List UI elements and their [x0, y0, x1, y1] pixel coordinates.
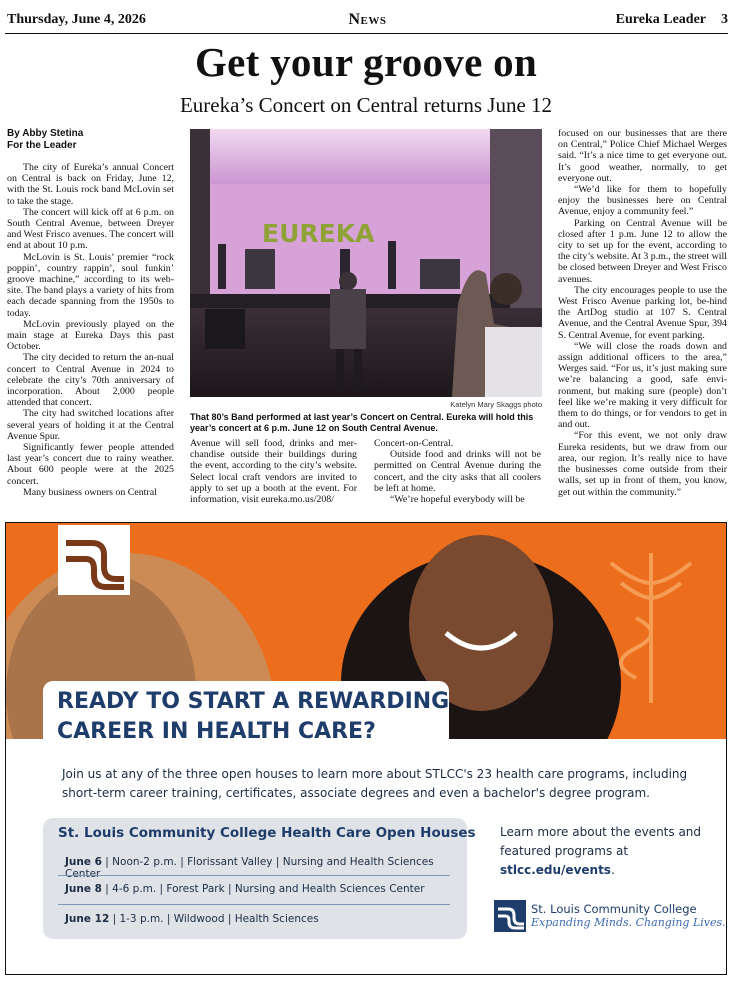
- page-number: 3: [721, 12, 728, 27]
- article-paragraph: McLovin previously played on the main stage at Eureka Days this past October.: [7, 318, 174, 353]
- article-paragraph: focused on our businesses that are there on Central,” Police Chief Michael Werges said. “It’s a nice time to get everyone out. It’s good weather, normally, to get everyone out.: [558, 128, 727, 184]
- article-deck: Eureka’s Concert on Central returns June 12: [179, 93, 553, 117]
- article-column-3: [374, 438, 541, 505]
- photo-credit: Katelyn Mary Skaggs photo: [450, 400, 542, 409]
- article-headline: Get your groove on: [194, 39, 538, 85]
- open-house-details: | 1-3 p.m. | Wildwood | Health Sciences: [109, 913, 319, 925]
- open-house-date: June 8: [65, 883, 102, 895]
- open-house-row: [65, 883, 450, 895]
- section-name: News: [348, 11, 387, 28]
- open-house-details: | Noon-2 p.m. | Florissant Valley | Nursing and Health Sciences Center: [65, 856, 434, 880]
- open-house-details: | 4-6 p.m. | Forest Park | Nursing and Health Sciences Center: [101, 883, 425, 895]
- article-paragraph: Many business owners on Central: [23, 486, 157, 498]
- open-house-row: [65, 856, 450, 880]
- article-column-2: [190, 438, 357, 505]
- paper-name: Eureka Leader: [615, 12, 706, 27]
- link-suffix: .: [610, 863, 615, 877]
- article-paragraph: The city encourages people to use the West Frisco Avenue parking lot, be-hind the ArtDog studio at 107 S. Central Avenue, and the Central Avenue Spur, 394 S. Central Avenue, for event parking.: [558, 284, 727, 341]
- concert-photo: [190, 129, 542, 397]
- article-column-4: [558, 128, 727, 498]
- stlcc-logo-name: St. Louis Community College: [531, 902, 697, 916]
- open-house-divider: [58, 904, 450, 905]
- article-column-1: [7, 162, 174, 498]
- issue-date: Thursday, June 4, 2026: [7, 12, 146, 27]
- article-paragraph: Concert-on-Central.: [374, 438, 454, 449]
- article-paragraph: The city of Eureka’s annual Concert on Central is back on Friday, June 12, with the St. Louis rock band McLovin set to take the stage.: [7, 162, 174, 207]
- learn-more-copy: Learn more about the events and featured programs at: [500, 825, 702, 858]
- article-paragraph: The concert will kick off at 6 p.m. on South Central Avenue, between Dreyer and West Frisco avenues. The concert will end at about 10 p.m.: [7, 206, 174, 252]
- byline-author: By Abby Stetina: [7, 128, 84, 139]
- open-house-date: June 6: [65, 856, 102, 868]
- stlcc-advertisement: [5, 522, 727, 975]
- article-paragraph: Parking on Central Avenue will be closed after 1 p.m. June 12 to allow the city to set up for the event, according to the city’s website. At 3 p.m., the street will be closed between Dreyer and West Frisco avenues.: [558, 217, 727, 285]
- article-paragraph: “We’d like for them to hopefully enjoy the businesses here on Central Avenue, enjoy a community feel.”: [558, 184, 727, 218]
- article-paragraph: Avenue will sell food, drinks and mer-chandise outside their buildings during the event, according to the city’s website. Select local craft vendors are invited to apply to set up a booth at the event. For information, visit eureka.mo.us/208/: [190, 438, 357, 506]
- byline-affiliation: For the Leader: [7, 140, 77, 151]
- open-house-date: June 12: [65, 913, 110, 925]
- concert-stage-image: [190, 129, 542, 397]
- events-link[interactable]: stlcc.edu/events: [500, 863, 611, 877]
- article-paragraph: Outside food and drinks will not be permitted on Central Avenue during the concert, and the city asks that all coolers be left at home.: [374, 449, 541, 494]
- stlcc-logo-tagline: Expanding Minds. Changing Lives.: [531, 916, 726, 929]
- photo-caption: That 80’s Band performed at last year’s Concert on Central. Eureka will hold this year’s concert at 6 p.m. June 12 on South Central Avenue.: [190, 412, 534, 433]
- page-folio: [7, 12, 728, 32]
- open-houses-title: St. Louis Community College Health Care Open Houses: [58, 825, 476, 841]
- article-paragraph: The city decided to return the an-nual concert to Central Avenue in 2024 to celebrate the city’s 70th anniversary of incorporation. About 2,000 people attended that concert.: [7, 352, 174, 409]
- article-paragraph: The city had switched locations after several years of holding it at the Central Avenue Spur.: [7, 408, 174, 442]
- header-rule: [5, 33, 728, 34]
- ad-headline: [57, 687, 457, 747]
- byline: [7, 128, 177, 152]
- article-paragraph: “We will close the roads down and assign additional officers to the area,” Werges said. “For us, it’s just making sure we’re balancing a good, safe envi-ronment, but making sure (people) don’t feel like we’re making it very difficult for them to do things, or for vendors to get in and out.: [558, 340, 727, 431]
- stage-sign-text: EUREKA: [262, 219, 375, 248]
- ad-body-text: Join us at any of the three open houses to learn more about STLCC's 23 health care programs, including short-term career training, certificates, associate degrees and even a bachelor's degree program.: [62, 767, 688, 800]
- article-paragraph: Significantly fewer people attended last year’s concert due to rainy weather. About 600 people were at the 2025 concert.: [7, 442, 174, 487]
- learn-more-text: [500, 823, 710, 880]
- ad-headline-line-1: READY TO START A REWARDING: [57, 689, 450, 714]
- open-house-row: [65, 913, 450, 925]
- article-paragraph: McLovin is St. Louis’ premier “rock poppin’, country rappin’, soul funkin’ groove machine,” according to its web-site. The band plays a variety of hits from each decade spanning from the 1950s to today.: [7, 251, 174, 319]
- article-paragraph: “We’re hopeful everybody will be: [390, 494, 525, 506]
- ad-headline-line-2: CAREER IN HEALTH CARE?: [57, 719, 376, 744]
- stlcc-logo-icon: [494, 900, 526, 932]
- open-house-divider: [58, 875, 450, 876]
- article-paragraph: “For this event, we not only draw Eureka residents, but we draw from our area, our region. It’s really nice to have the businesses come outside from their walls, set up in front of them, you know, get out within the community.”: [558, 430, 727, 498]
- stlcc-logo: [494, 900, 726, 934]
